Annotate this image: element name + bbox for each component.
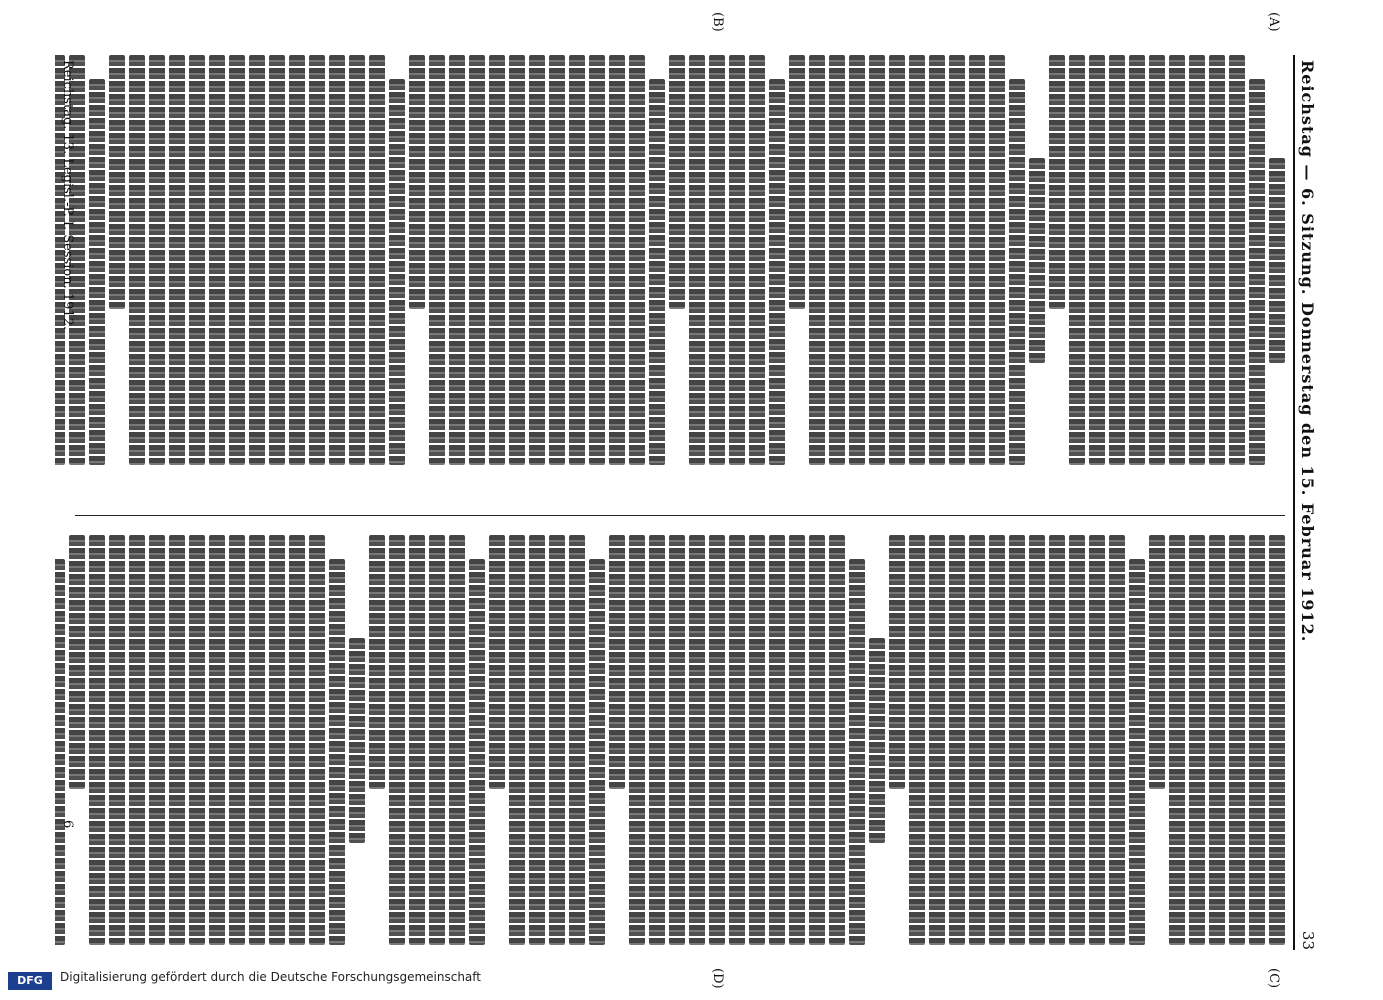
text-line bbox=[1209, 535, 1225, 945]
text-line bbox=[469, 55, 485, 465]
text-line bbox=[1149, 55, 1165, 465]
text-line bbox=[329, 55, 345, 465]
dfg-logo: DFG bbox=[8, 972, 52, 990]
text-line bbox=[509, 55, 525, 465]
text-line bbox=[569, 535, 585, 945]
margin-label-a: (A) bbox=[1266, 12, 1281, 32]
text-line bbox=[129, 55, 145, 465]
text-line bbox=[1149, 535, 1165, 789]
text-line bbox=[209, 535, 225, 945]
text-line bbox=[229, 55, 245, 465]
running-title: Reichstag — 6. Sitzung. Donnerstag den 15. Februar 1912. bbox=[1298, 60, 1317, 643]
text-line bbox=[1229, 55, 1245, 465]
text-line bbox=[1049, 535, 1065, 945]
text-line bbox=[829, 535, 845, 945]
text-column-left bbox=[55, 55, 1285, 465]
text-column-right bbox=[55, 535, 1285, 945]
text-line bbox=[1129, 559, 1145, 945]
text-line bbox=[89, 79, 105, 465]
text-line bbox=[909, 535, 925, 945]
text-line bbox=[169, 535, 185, 945]
text-line bbox=[309, 55, 325, 465]
text-line bbox=[789, 535, 805, 945]
page-number: 33 bbox=[1299, 930, 1317, 950]
text-line bbox=[249, 55, 265, 465]
text-line bbox=[1169, 535, 1185, 945]
text-line bbox=[849, 559, 865, 945]
text-line bbox=[349, 638, 365, 843]
text-line bbox=[869, 55, 885, 465]
text-line bbox=[409, 535, 425, 945]
text-line bbox=[489, 55, 505, 465]
text-line bbox=[609, 535, 625, 789]
text-line bbox=[889, 535, 905, 789]
text-line bbox=[689, 535, 705, 945]
text-line bbox=[269, 55, 285, 465]
text-line bbox=[289, 55, 305, 465]
text-line bbox=[189, 55, 205, 465]
margin-label-d: (D) bbox=[710, 968, 725, 989]
text-line bbox=[869, 638, 885, 843]
text-line bbox=[1049, 55, 1065, 309]
text-line bbox=[1249, 79, 1265, 465]
text-line bbox=[529, 535, 545, 945]
text-line bbox=[929, 55, 945, 465]
text-line bbox=[149, 55, 165, 465]
text-line bbox=[609, 55, 625, 465]
text-line bbox=[1109, 535, 1125, 945]
text-line bbox=[669, 55, 685, 309]
text-line bbox=[809, 55, 825, 465]
text-line bbox=[589, 559, 605, 945]
text-line bbox=[1009, 535, 1025, 945]
text-line bbox=[529, 55, 545, 465]
text-line bbox=[1189, 535, 1205, 945]
text-line bbox=[1209, 55, 1225, 465]
text-line bbox=[729, 535, 745, 945]
text-line bbox=[189, 535, 205, 945]
digitization-credit: Digitalisierung gefördert durch die Deutsche Forschungsgemeinschaft bbox=[60, 970, 482, 984]
text-line bbox=[1089, 535, 1105, 945]
text-line bbox=[749, 55, 765, 465]
text-line bbox=[689, 55, 705, 465]
text-line bbox=[1109, 55, 1125, 465]
text-line bbox=[729, 55, 745, 465]
text-line bbox=[549, 55, 565, 465]
text-line bbox=[289, 535, 305, 945]
text-line bbox=[1069, 55, 1085, 465]
text-line bbox=[949, 55, 965, 465]
text-line bbox=[489, 535, 505, 789]
text-line bbox=[809, 535, 825, 945]
text-line bbox=[769, 79, 785, 465]
text-line bbox=[169, 55, 185, 465]
text-line bbox=[309, 535, 325, 945]
text-line bbox=[989, 535, 1005, 945]
text-line bbox=[369, 535, 385, 789]
text-line bbox=[889, 55, 905, 465]
text-line bbox=[429, 535, 445, 945]
text-line bbox=[1189, 55, 1205, 465]
header-rule bbox=[1293, 55, 1295, 950]
text-line bbox=[829, 55, 845, 465]
text-line bbox=[329, 559, 345, 945]
text-line bbox=[1029, 535, 1045, 945]
text-line bbox=[449, 535, 465, 945]
text-line bbox=[209, 55, 225, 465]
text-line bbox=[769, 535, 785, 945]
margin-label-b: (B) bbox=[710, 12, 725, 32]
margin-label-c: (C) bbox=[1266, 968, 1281, 989]
text-line bbox=[1069, 535, 1085, 945]
text-line bbox=[1269, 535, 1285, 945]
text-line bbox=[1249, 535, 1265, 945]
text-line bbox=[349, 55, 365, 465]
text-line bbox=[569, 55, 585, 465]
text-line bbox=[969, 55, 985, 465]
text-line bbox=[989, 55, 1005, 465]
text-line bbox=[629, 535, 645, 945]
text-line bbox=[1129, 55, 1145, 465]
text-line bbox=[469, 559, 485, 945]
text-line bbox=[429, 55, 445, 465]
text-line bbox=[69, 535, 85, 789]
text-line bbox=[749, 535, 765, 945]
text-line bbox=[89, 535, 105, 945]
text-line bbox=[109, 55, 125, 309]
text-line bbox=[509, 535, 525, 945]
text-line bbox=[1269, 158, 1285, 363]
text-line bbox=[849, 55, 865, 465]
text-line bbox=[629, 55, 645, 465]
text-line bbox=[589, 55, 605, 465]
text-line bbox=[709, 535, 725, 945]
text-line bbox=[549, 535, 565, 945]
page-footer: Reichstag. 13. Legisl.-P. I. Session. 1912. bbox=[60, 60, 75, 331]
text-line bbox=[449, 55, 465, 465]
text-line bbox=[1009, 79, 1025, 465]
text-line bbox=[109, 535, 125, 945]
text-line bbox=[669, 535, 685, 945]
text-line bbox=[409, 55, 425, 309]
text-line bbox=[1089, 55, 1105, 465]
text-line bbox=[1229, 535, 1245, 945]
page-header bbox=[1295, 60, 1317, 950]
text-line bbox=[709, 55, 725, 465]
text-line bbox=[369, 55, 385, 465]
text-line bbox=[229, 535, 245, 945]
signature-mark: 6 bbox=[60, 820, 75, 829]
text-line bbox=[949, 535, 965, 945]
text-line bbox=[1169, 55, 1185, 465]
text-line bbox=[929, 535, 945, 945]
text-line bbox=[649, 535, 665, 945]
text-line bbox=[55, 559, 65, 945]
text-line bbox=[149, 535, 165, 945]
text-line bbox=[129, 535, 145, 945]
text-line bbox=[969, 535, 985, 945]
text-line bbox=[1029, 158, 1045, 363]
text-line bbox=[249, 535, 265, 945]
text-line bbox=[909, 55, 925, 465]
text-line bbox=[269, 535, 285, 945]
column-divider bbox=[75, 515, 1285, 516]
text-line bbox=[389, 79, 405, 465]
text-line bbox=[789, 55, 805, 309]
text-line bbox=[389, 535, 405, 945]
text-line bbox=[649, 79, 665, 465]
